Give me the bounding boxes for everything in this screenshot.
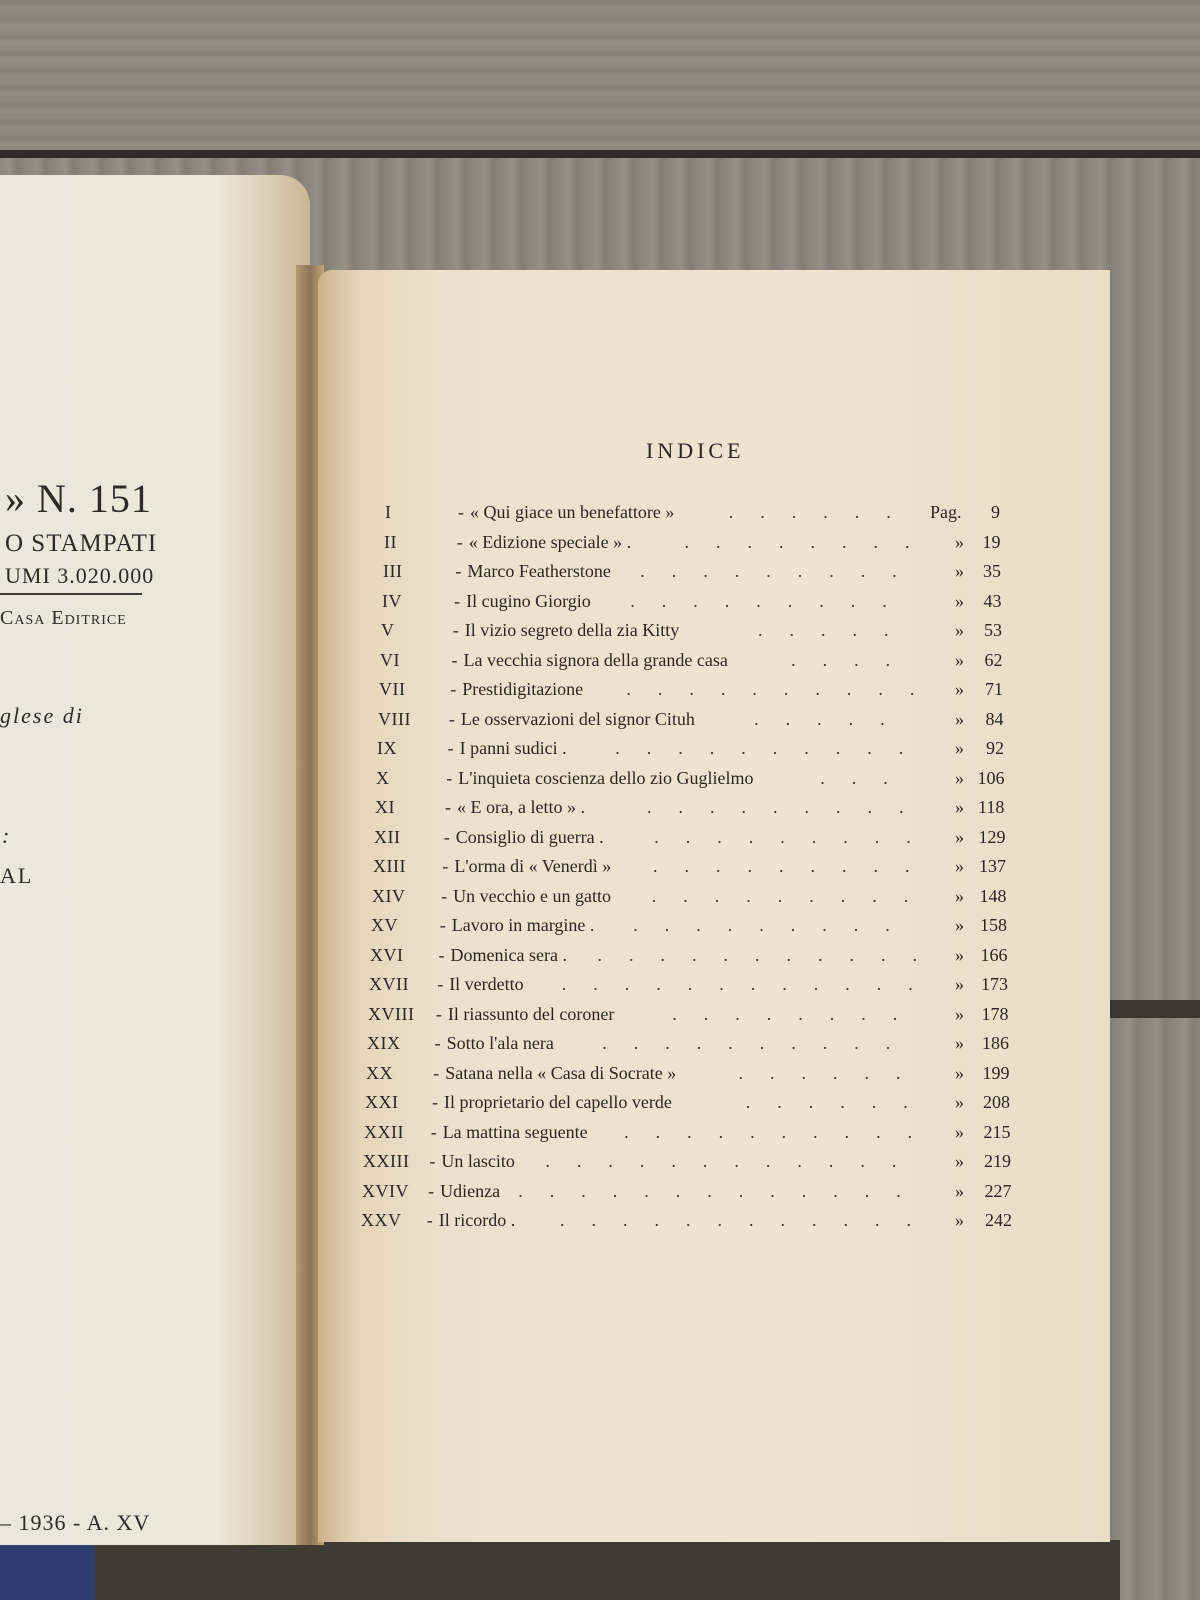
page-number: 137	[979, 856, 1006, 876]
chapter-numeral: X	[376, 767, 390, 788]
chapter-numeral: I	[385, 502, 392, 522]
ditto-mark: »	[955, 620, 964, 640]
page-number: 106	[977, 767, 1005, 788]
ditto-mark: »	[955, 767, 964, 788]
publication-year: – 1936 - A. XV	[0, 1510, 151, 1535]
chapter-title: Un lascito	[441, 1151, 515, 1171]
ditto-mark: »	[955, 1180, 964, 1201]
ditto-mark: »	[955, 590, 964, 611]
numeral-dash: -	[439, 915, 446, 935]
chapter-numeral: II	[384, 531, 397, 552]
numeral-dash: -	[454, 590, 461, 611]
chapter-numeral: IX	[377, 738, 397, 758]
leader-dots: . . . . .	[758, 620, 889, 640]
chapter-title: Satana nella « Casa di Socrate »	[445, 1062, 677, 1083]
chapter-title: Le osservazioni del signor Cituh	[460, 708, 695, 729]
ditto-mark: »	[955, 679, 964, 699]
numeral-dash: -	[426, 1210, 433, 1230]
page-number: 118	[978, 797, 1005, 817]
toc-entry	[318, 1151, 1110, 1181]
ditto-mark: »	[955, 531, 964, 552]
chapter-numeral: VIII	[378, 708, 411, 729]
leader-dots: . . . . . . . .	[684, 531, 910, 552]
page-number: 242	[985, 1210, 1012, 1230]
wood-plank-top	[0, 0, 1200, 150]
chapter-title: Il riassunto del coroner	[447, 1003, 615, 1024]
toc-entry	[318, 591, 1110, 621]
page-number: 186	[982, 1033, 1009, 1053]
leader-dots: . . . . . . . . .	[653, 856, 910, 876]
numeral-dash: -	[452, 620, 459, 640]
ditto-mark: »	[955, 915, 964, 935]
leader-dots: . . . . .	[754, 708, 885, 729]
leader-dots: . . . . . . . . .	[647, 797, 904, 817]
volumes-line: UMI 3.020.000	[5, 563, 155, 588]
cloth-pattern	[0, 1545, 95, 1600]
numeral-dash: -	[441, 885, 448, 906]
leader-dots: . . . . . . . . . .	[624, 1121, 913, 1142]
chapter-numeral: XXIII	[363, 1151, 410, 1171]
toc-entry	[318, 709, 1110, 739]
toc-heading: INDICE	[646, 438, 745, 463]
toc-entry	[318, 768, 1110, 798]
toc-entry	[318, 886, 1110, 916]
left-page	[0, 175, 310, 1545]
numeral-dash: -	[437, 974, 444, 994]
leader-dots: . . . . . . . . . . . .	[560, 1210, 911, 1230]
ditto-mark: »	[955, 1210, 964, 1230]
page-number: 35	[983, 561, 1001, 581]
page-number: 158	[980, 915, 1007, 935]
chapter-title: Udienza	[440, 1180, 501, 1201]
numeral-dash: -	[447, 738, 454, 758]
ditto-mark: »	[955, 1151, 964, 1171]
numeral-dash: -	[446, 767, 453, 788]
numeral-dash: -	[450, 679, 457, 699]
ditto-mark: »	[955, 797, 964, 817]
chapter-title: Il proprietario del capello verde	[444, 1092, 672, 1112]
numeral-dash: -	[432, 1092, 438, 1112]
toc-entry	[318, 1122, 1110, 1152]
numeral-dash: -	[448, 708, 455, 729]
chapter-numeral: XIV	[372, 885, 406, 906]
numeral-dash: -	[455, 561, 462, 581]
numeral-dash: -	[438, 944, 445, 965]
chapter-numeral: XIX	[367, 1033, 401, 1053]
numeral-dash: -	[435, 1003, 442, 1024]
chapter-title: I panni sudici .	[459, 738, 567, 758]
chapter-title: La vecchia signora della grande casa	[463, 649, 728, 670]
ditto-mark: »	[955, 1121, 964, 1142]
toc-entry	[318, 827, 1110, 857]
chapter-title: Lavoro in margine .	[451, 915, 595, 935]
ditto-mark: »	[955, 856, 964, 876]
numeral-dash: -	[456, 531, 463, 552]
leader-dots: . . . . . . . . .	[651, 885, 909, 906]
right-page	[318, 270, 1110, 1542]
chapter-title: Marco Featherstone	[467, 561, 611, 581]
leader-dots: . . . . . . . . . .	[602, 1033, 891, 1053]
name-fragment: AL	[0, 863, 34, 888]
series-number: » N. 151	[5, 476, 152, 521]
leader-dots: . . . . . .	[728, 502, 891, 522]
ditto-mark: »	[955, 1092, 964, 1112]
page-number: 92	[986, 738, 1004, 758]
leader-dots: . . . . . .	[738, 1062, 901, 1083]
page-number: 62	[984, 649, 1003, 670]
numeral-dash: -	[458, 502, 464, 522]
toc-entry	[318, 797, 1110, 827]
leader-dots: . . . . . . . . .	[633, 915, 890, 935]
leader-dots: . . . . . . . . . . . . .	[518, 1180, 901, 1201]
chapter-numeral: XVIV	[362, 1180, 409, 1201]
leader-dots: . . . .	[791, 649, 891, 670]
chapter-title: Il ricordo .	[438, 1210, 516, 1230]
chapter-numeral: XI	[375, 797, 395, 817]
book-cover-edge	[0, 1540, 1120, 1600]
chapter-title: Prestidigitazione	[462, 679, 584, 699]
chapter-numeral: XX	[366, 1062, 393, 1083]
leader-dots: . . . . . . . . . . . .	[561, 974, 913, 994]
chapter-numeral: XXI	[365, 1092, 399, 1112]
leader-dots: . . . . . . . .	[672, 1003, 898, 1024]
toc-entry	[318, 974, 1110, 1004]
ditto-mark: »	[955, 1033, 964, 1053]
ditto-mark: »	[955, 738, 964, 758]
numeral-dash: -	[429, 1151, 436, 1171]
leader-dots: . . . . . .	[745, 1092, 908, 1112]
chapter-numeral: IV	[382, 590, 402, 611]
leader-dots: . . . . . . . . . . . .	[545, 1151, 897, 1171]
divider-rule	[0, 593, 142, 595]
page-number: 208	[983, 1092, 1010, 1112]
ditto-mark: »	[955, 708, 964, 729]
ditto-mark: »	[955, 649, 964, 670]
toc-entry	[318, 1004, 1110, 1034]
numeral-dash: -	[442, 856, 449, 876]
chapter-numeral: XV	[371, 915, 398, 935]
chapter-title: Un vecchio e un gatto	[453, 885, 612, 906]
ditto-mark: »	[955, 826, 964, 847]
chapter-title: Il cugino Giorgio	[466, 590, 591, 611]
copies-line: O STAMPATI	[5, 530, 158, 557]
chapter-numeral: XIII	[373, 856, 406, 876]
chapter-numeral: VI	[380, 649, 400, 670]
toc-entry	[318, 679, 1110, 709]
page-number: 178	[981, 1003, 1009, 1024]
chapter-title: « Qui giace un benefattore »	[470, 502, 675, 522]
ditto-mark: »	[955, 1062, 964, 1083]
page-number: 43	[983, 590, 1002, 611]
toc-entry	[318, 1033, 1110, 1063]
numeral-dash: -	[428, 1180, 435, 1201]
toc-entry	[318, 561, 1110, 591]
chapter-numeral: XVIII	[368, 1003, 415, 1024]
chapter-title: Il verdetto	[449, 974, 524, 994]
page-number: 227	[984, 1180, 1012, 1201]
chapter-numeral: XVII	[369, 974, 409, 994]
toc-entry	[318, 945, 1110, 975]
toc-entry	[318, 532, 1110, 562]
toc-entry	[318, 502, 1110, 532]
chapter-title: « E ora, a letto » .	[457, 797, 585, 817]
chapter-numeral: XXV	[361, 1210, 402, 1230]
numeral-dash: -	[430, 1121, 437, 1142]
toc-entry	[318, 856, 1110, 886]
page-number: 71	[985, 679, 1003, 699]
chapter-title: « Edizione speciale » .	[468, 531, 632, 552]
ditto-mark: »	[955, 1003, 964, 1024]
page-number: 53	[984, 620, 1002, 640]
toc-entry	[318, 915, 1110, 945]
toc-entry	[318, 620, 1110, 650]
ditto-mark: »	[955, 561, 964, 581]
page-number: 166	[980, 944, 1008, 965]
page-number: 173	[981, 974, 1008, 994]
ditto-mark: »	[955, 885, 964, 906]
chapter-title: La mattina seguente	[442, 1121, 588, 1142]
ditto-mark: »	[955, 944, 964, 965]
page-number: 84	[985, 708, 1004, 729]
translation-line: glese di	[0, 703, 84, 728]
toc-entry	[318, 1063, 1110, 1093]
page-number: 148	[979, 885, 1007, 906]
chapter-title: Consiglio di guerra .	[455, 826, 604, 847]
toc-entry	[318, 1092, 1110, 1122]
leader-dots: . . . . . . . . . .	[626, 679, 915, 699]
numeral-dash: -	[443, 826, 450, 847]
chapter-title: L'inquieta coscienza dello zio Guglielmo	[458, 767, 754, 788]
chapter-title: L'orma di « Venerdì »	[454, 856, 612, 876]
publisher-line: Casa Editrice	[0, 607, 127, 629]
page-number: 199	[982, 1062, 1010, 1083]
chapter-numeral: XVI	[370, 944, 404, 965]
toc-entry	[318, 738, 1110, 768]
leader-dots: . . . . . . . . . . .	[597, 944, 917, 965]
colon-line: :	[2, 823, 10, 848]
page-number: 9	[991, 502, 1000, 522]
leader-dots: . . . . . . . . . .	[615, 738, 904, 758]
numeral-dash: -	[445, 797, 451, 817]
leader-dots: . . . . . . . . .	[640, 561, 897, 581]
page-prefix: Pag.	[930, 502, 962, 522]
page-number: 215	[983, 1121, 1011, 1142]
ditto-mark: »	[955, 974, 964, 994]
chapter-numeral: V	[381, 620, 395, 640]
toc-entry	[318, 1181, 1110, 1211]
chapter-numeral: VII	[379, 679, 406, 699]
leader-dots: . . . . . . . . .	[654, 826, 911, 847]
chapter-numeral: XXII	[364, 1121, 404, 1142]
toc-entry	[318, 1210, 1110, 1240]
leader-dots: . . . . . . . . .	[630, 590, 887, 611]
chapter-title: Il vizio segreto della zia Kitty	[464, 620, 680, 640]
toc-entry	[318, 650, 1110, 680]
numeral-dash: -	[434, 1033, 441, 1053]
chapter-title: Domenica sera .	[450, 944, 567, 965]
page-number: 19	[982, 531, 1001, 552]
chapter-numeral: III	[383, 561, 403, 581]
chapter-numeral: XII	[374, 826, 401, 847]
numeral-dash: -	[451, 649, 458, 670]
leader-dots: . . .	[820, 767, 888, 788]
chapter-title: Sotto l'ala nera	[446, 1033, 554, 1053]
page-number: 129	[978, 826, 1006, 847]
page-number: 219	[984, 1151, 1011, 1171]
numeral-dash: -	[433, 1062, 440, 1083]
